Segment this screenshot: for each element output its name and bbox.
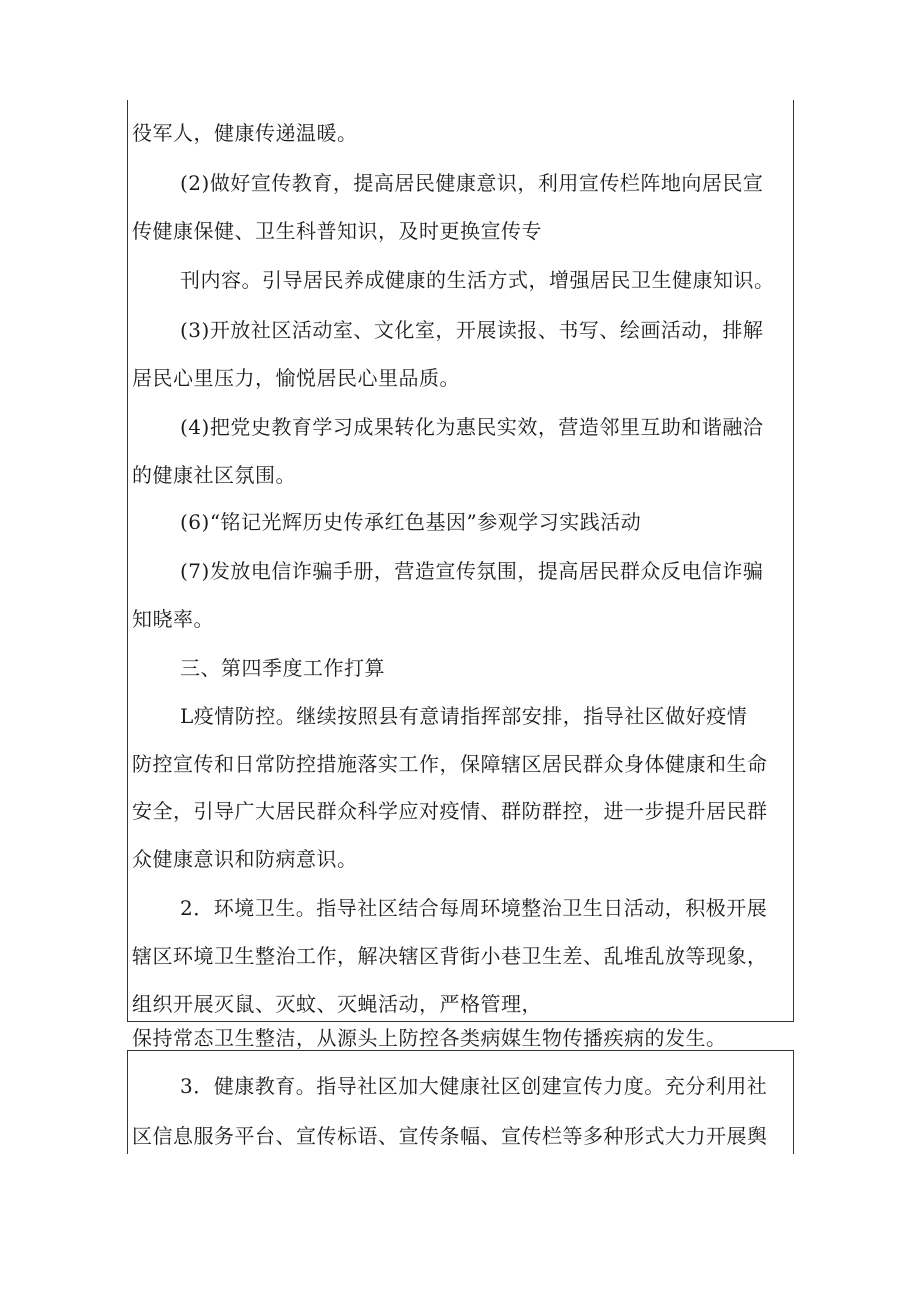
paragraph-line: (2)做好宣传教育，提高居民健康意识，利用宣传栏阵地向居民宣 [180,171,764,195]
paragraph-line: 3．健康教育。指导社区加大健康社区创建宣传力度。充分利用社 [180,1074,768,1098]
paragraph-line: (7)发放电信诈骗手册，营造宣传氛围，提高居民群众反电信诈骗 [180,559,764,583]
paragraph-line: 区信息服务平台、宣传标语、宣传条幅、宣传栏等多种形式大力开展舆 [132,1124,768,1148]
paragraph-line: 居民心里压力，愉悦居民心里品质。 [132,366,460,390]
paragraph-line: 役军人，健康传递温暖。 [132,121,358,145]
paragraph-line: 防控宣传和日常防控措施落实工作，保障辖区居民群众身体健康和生命 [132,752,768,776]
paragraph-line: 众健康意识和防病意识。 [132,847,358,871]
paragraph-line: 组织开展灭鼠、灭蚊、灭蝇活动，严格管理， [132,992,542,1016]
paragraph-line: 2．环境卫生。指导社区结合每周环境整治卫生日活动，积极开展 [180,896,768,920]
paragraph-line: L疫情防控。继续按照县有意请指挥部安排，指导社区做好疫情 [180,704,748,728]
paragraph-line: 知晓率。 [132,607,214,631]
paragraph-line: 保持常态卫生整洁，从源头上防控各类病媒生物传播疾病的发生。 [132,1026,727,1050]
section-heading: 三、第四季度工作打算 [180,656,385,680]
paragraph-line: 传健康保健、卫生科普知识，及时更换宣传专 [132,219,542,243]
paragraph-line: 辖区环境卫生整治工作，解决辖区背街小巷卫生差、乱堆乱放等现象， [132,944,768,968]
paragraph-line: 的健康社区氛围。 [132,463,296,487]
paragraph-line: (4)把党史教育学习成果转化为惠民实效，营造邻里互助和谐融洽 [180,415,764,439]
paragraph-line: (6)“铭记光辉历史传承红色基因”参观学习实践活动 [180,510,642,534]
paragraph-line: 刊内容。引导居民养成健康的生活方式，增强居民卫生健康知识。 [180,268,775,292]
paragraph-line: (3)开放社区活动室、文化室，开展读报、书写、绘画活动，排解 [180,318,764,342]
paragraph-line: 安全，引导广大居民群众科学应对疫情、群防群控，进一步提升居民群 [132,799,768,823]
